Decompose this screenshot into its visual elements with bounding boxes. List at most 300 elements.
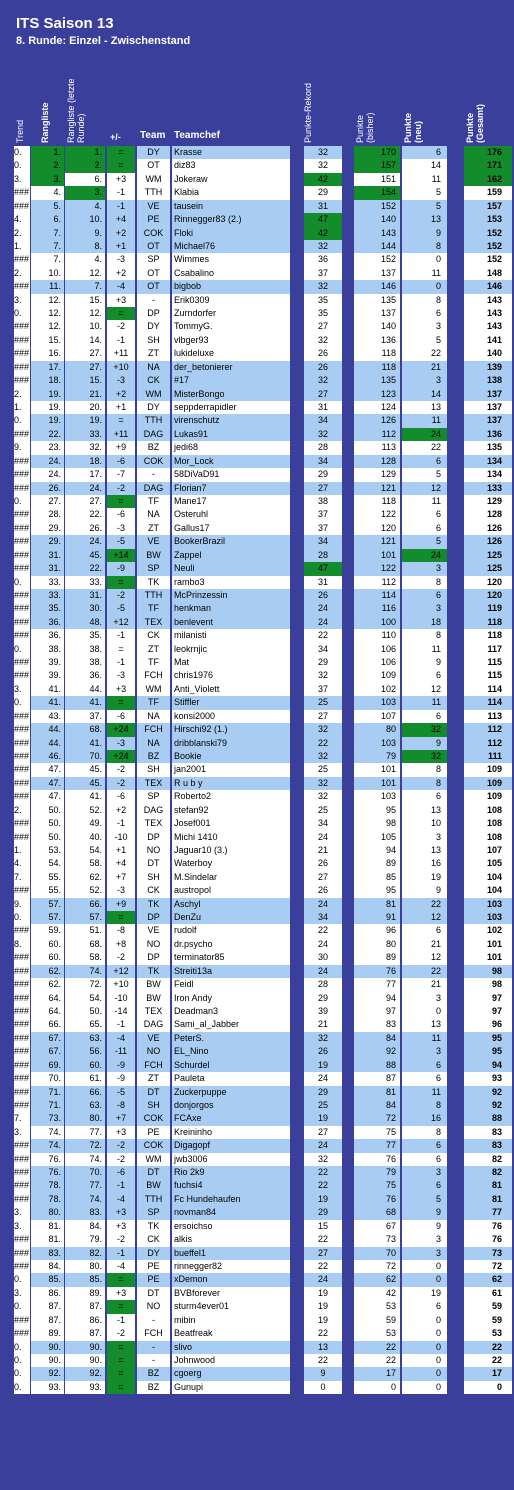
points-new-cell: 6 (402, 1179, 447, 1192)
trend-cell: ### (14, 508, 30, 521)
team-cell: VE (137, 535, 170, 548)
points-new-cell: 6 (402, 1300, 447, 1313)
points-previous-cell: 103 (354, 737, 400, 750)
table-row (14, 1314, 502, 1327)
points-new-cell: 8 (402, 629, 447, 642)
previous-rank-cell: 15. (65, 374, 105, 387)
previous-rank-cell: 10. (65, 320, 105, 333)
teamchef-cell: der_betonierer (172, 361, 290, 374)
points-total-cell: 88 (464, 1112, 512, 1125)
rank-change-cell: -1 (107, 1247, 135, 1260)
header-chef: Teamchef (174, 130, 220, 141)
points-record-cell: 36 (304, 253, 342, 266)
team-cell: BW (137, 549, 170, 562)
points-record-cell: 47 (304, 213, 342, 226)
points-new-cell: 21 (402, 978, 447, 991)
rank-cell: 16. (31, 347, 64, 360)
rank-change-cell: -3 (107, 737, 135, 750)
teamchef-cell: jedi68 (172, 441, 290, 454)
rank-change-cell: -9 (107, 562, 135, 575)
previous-rank-cell: 41. (65, 696, 105, 709)
points-total-cell: 76 (464, 1233, 512, 1246)
previous-rank-cell: 33. (65, 576, 105, 589)
points-previous-cell: 152 (354, 200, 400, 213)
team-cell: COK (137, 1112, 170, 1125)
previous-rank-cell: 40. (65, 831, 105, 844)
previous-rank-cell: 92. (65, 1367, 105, 1380)
rank-cell: 7. (31, 240, 64, 253)
rank-change-cell: = (107, 1381, 135, 1394)
team-cell: NO (137, 1045, 170, 1058)
rank-change-cell: +3 (107, 173, 135, 186)
rank-cell: 24. (31, 468, 64, 481)
rank-cell: 33. (31, 589, 64, 602)
team-cell: DAG (137, 428, 170, 441)
team-cell: TK (137, 576, 170, 589)
points-total-cell: 103 (464, 911, 512, 924)
points-previous-cell: 121 (354, 535, 400, 548)
points-previous-cell: 105 (354, 831, 400, 844)
previous-rank-cell: 74. (65, 1193, 105, 1206)
header-rank: Rangliste (40, 102, 50, 143)
rank-cell: 50. (31, 831, 64, 844)
trend-cell: ### (14, 1193, 30, 1206)
points-previous-cell: 154 (354, 186, 400, 199)
previous-rank-cell: 38. (65, 643, 105, 656)
team-cell: DT (137, 1287, 170, 1300)
rank-change-cell: -10 (107, 831, 135, 844)
table-row (14, 240, 502, 253)
points-new-cell: 11 (402, 414, 447, 427)
trend-cell: ### (14, 602, 30, 615)
points-record-cell: 19 (304, 1287, 342, 1300)
previous-rank-cell: 62. (65, 871, 105, 884)
team-cell: NA (137, 710, 170, 723)
rank-cell: 76. (31, 1153, 64, 1166)
team-cell: PE (137, 213, 170, 226)
previous-rank-cell: 37. (65, 710, 105, 723)
rank-cell: 71. (31, 1099, 64, 1112)
table-row (14, 361, 502, 374)
teamchef-cell: chris1976 (172, 669, 290, 682)
table-row (14, 1327, 502, 1340)
trend-cell: 3. (14, 294, 30, 307)
points-new-cell: 16 (402, 857, 447, 870)
teamchef-cell: McPrinzessin (172, 589, 290, 602)
rank-cell: 46. (31, 750, 64, 763)
points-new-cell: 9 (402, 227, 447, 240)
points-new-cell: 6 (402, 710, 447, 723)
points-previous-cell: 135 (354, 294, 400, 307)
rank-cell: 43. (31, 710, 64, 723)
points-total-cell: 112 (464, 723, 512, 736)
rank-cell: 41. (31, 683, 64, 696)
team-cell: BW (137, 1179, 170, 1192)
team-cell: SH (137, 1099, 170, 1112)
rank-cell: 92. (31, 1367, 64, 1380)
points-new-cell: 22 (402, 347, 447, 360)
previous-rank-cell: 21. (65, 388, 105, 401)
rank-cell: 36. (31, 629, 64, 642)
points-new-cell: 13 (402, 401, 447, 414)
points-previous-cell: 106 (354, 643, 400, 656)
points-new-cell: 3 (402, 1247, 447, 1260)
points-record-cell: 22 (304, 737, 342, 750)
points-record-cell: 15 (304, 1220, 342, 1233)
points-new-cell: 8 (402, 240, 447, 253)
points-total-cell: 0 (464, 1381, 512, 1394)
team-cell: TEX (137, 817, 170, 830)
table-row (14, 1032, 502, 1045)
previous-rank-cell: 63. (65, 1032, 105, 1045)
points-previous-cell: 22 (354, 1354, 400, 1367)
previous-rank-cell: 45. (65, 763, 105, 776)
trend-cell: 3. (14, 173, 30, 186)
previous-rank-cell: 22. (65, 508, 105, 521)
rank-change-cell: +2 (107, 388, 135, 401)
points-total-cell: 109 (464, 777, 512, 790)
points-previous-cell: 140 (354, 213, 400, 226)
rank-change-cell: = (107, 696, 135, 709)
points-new-cell: 5 (402, 535, 447, 548)
points-total-cell: 133 (464, 482, 512, 495)
previous-rank-cell: 1. (65, 146, 105, 159)
team-cell: FCH (137, 1059, 170, 1072)
points-new-cell: 11 (402, 1086, 447, 1099)
header-record: Punkte-Rekord (303, 82, 313, 143)
team-cell: DAG (137, 804, 170, 817)
rank-change-cell: = (107, 1273, 135, 1286)
rank-cell: 2. (31, 159, 64, 172)
table-row (14, 1072, 502, 1085)
points-previous-cell: 106 (354, 656, 400, 669)
points-total-cell: 109 (464, 790, 512, 803)
table-row (14, 884, 502, 897)
rank-cell: 70. (31, 1072, 64, 1085)
points-previous-cell: 75 (354, 1179, 400, 1192)
trend-cell: ### (14, 1247, 30, 1260)
points-total-cell: 109 (464, 763, 512, 776)
team-cell: BZ (137, 1367, 170, 1380)
points-previous-cell: 118 (354, 361, 400, 374)
rank-cell: 15. (31, 334, 64, 347)
points-previous-cell: 128 (354, 455, 400, 468)
previous-rank-cell: 70. (65, 1166, 105, 1179)
previous-rank-cell: 68. (65, 723, 105, 736)
trend-cell: 9. (14, 441, 30, 454)
points-record-cell: 29 (304, 1086, 342, 1099)
previous-rank-cell: 51. (65, 924, 105, 937)
teamchef-cell: terminator85 (172, 951, 290, 964)
team-cell: COK (137, 1139, 170, 1152)
trend-cell: ### (14, 1233, 30, 1246)
table-row (14, 1354, 502, 1367)
points-total-cell: 137 (464, 401, 512, 414)
points-new-cell: 19 (402, 871, 447, 884)
points-total-cell: 107 (464, 844, 512, 857)
trend-cell: ### (14, 428, 30, 441)
points-previous-cell: 146 (354, 280, 400, 293)
rank-cell: 31. (31, 562, 64, 575)
previous-rank-cell: 77. (65, 1126, 105, 1139)
points-total-cell: 81 (464, 1193, 512, 1206)
trend-cell: ### (14, 1086, 30, 1099)
table-row (14, 1273, 502, 1286)
trend-cell: ### (14, 951, 30, 964)
previous-rank-cell: 36. (65, 669, 105, 682)
points-total-cell: 59 (464, 1300, 512, 1313)
teamchef-cell: Anti_Violett (172, 683, 290, 696)
points-total-cell: 17 (464, 1367, 512, 1380)
points-record-cell: 28 (304, 549, 342, 562)
points-total-cell: 76 (464, 1220, 512, 1233)
points-new-cell: 8 (402, 1126, 447, 1139)
teamchef-cell: Rio 2k9 (172, 1166, 290, 1179)
points-total-cell: 72 (464, 1260, 512, 1273)
points-previous-cell: 98 (354, 817, 400, 830)
rank-cell: 35. (31, 602, 64, 615)
rank-change-cell: = (107, 643, 135, 656)
team-cell: BZ (137, 441, 170, 454)
trend-cell: 0. (14, 146, 30, 159)
points-new-cell: 21 (402, 361, 447, 374)
points-previous-cell: 79 (354, 1166, 400, 1179)
rank-cell: 90. (31, 1354, 64, 1367)
trend-cell: ### (14, 817, 30, 830)
table-row (14, 844, 502, 857)
points-total-cell: 97 (464, 1005, 512, 1018)
team-cell: BW (137, 978, 170, 991)
points-new-cell: 13 (402, 1018, 447, 1031)
points-new-cell: 3 (402, 831, 447, 844)
rank-change-cell: -14 (107, 1005, 135, 1018)
table-row (14, 1300, 502, 1313)
team-cell: SP (137, 1206, 170, 1219)
table-row (14, 414, 502, 427)
points-new-cell: 6 (402, 1153, 447, 1166)
trend-cell: 3. (14, 1220, 30, 1233)
rank-cell: 18. (31, 374, 64, 387)
points-total-cell: 118 (464, 629, 512, 642)
trend-cell: ### (14, 750, 30, 763)
rank-cell: 3. (31, 173, 64, 186)
rank-cell: 10. (31, 267, 64, 280)
points-record-cell: 26 (304, 347, 342, 360)
table-row (14, 817, 502, 830)
team-cell: OT (137, 280, 170, 293)
points-previous-cell: 72 (354, 1112, 400, 1125)
rank-cell: 50. (31, 804, 64, 817)
points-previous-cell: 107 (354, 710, 400, 723)
team-cell: DP (137, 951, 170, 964)
team-cell: TF (137, 696, 170, 709)
rank-cell: 64. (31, 992, 64, 1005)
previous-rank-cell: 20. (65, 401, 105, 414)
points-total-cell: 162 (464, 173, 512, 186)
points-record-cell: 32 (304, 334, 342, 347)
table-row (14, 924, 502, 937)
points-new-cell: 3 (402, 320, 447, 333)
team-cell: ZT (137, 522, 170, 535)
trend-cell: ### (14, 562, 30, 575)
rank-change-cell: = (107, 307, 135, 320)
points-total-cell: 176 (464, 146, 512, 159)
team-cell: TTH (137, 186, 170, 199)
rank-change-cell: +8 (107, 938, 135, 951)
team-cell: PE (137, 1126, 170, 1139)
teamchef-cell: Michi 1410 (172, 831, 290, 844)
teamchef-cell: stefan92 (172, 804, 290, 817)
teamchef-cell: Digagopf (172, 1139, 290, 1152)
table-row (14, 1220, 502, 1233)
table-row (14, 1139, 502, 1152)
rank-change-cell: -3 (107, 669, 135, 682)
teamchef-cell: benlevent (172, 616, 290, 629)
table-row (14, 267, 502, 280)
trend-cell: ### (14, 1260, 30, 1273)
rank-cell: 5. (31, 200, 64, 213)
points-new-cell: 0 (402, 1314, 447, 1327)
points-total-cell: 104 (464, 871, 512, 884)
points-new-cell: 9 (402, 1220, 447, 1233)
points-new-cell: 11 (402, 495, 447, 508)
trend-cell: ### (14, 884, 30, 897)
rank-change-cell: +10 (107, 978, 135, 991)
team-cell: BZ (137, 750, 170, 763)
points-record-cell: 32 (304, 1153, 342, 1166)
points-record-cell: 29 (304, 1206, 342, 1219)
rank-change-cell: = (107, 1354, 135, 1367)
teamchef-cell: Pauleta (172, 1072, 290, 1085)
previous-rank-cell: 72. (65, 978, 105, 991)
trend-cell: 0. (14, 1381, 30, 1394)
table-row (14, 1153, 502, 1166)
teamchef-cell: Osteruhl (172, 508, 290, 521)
trend-cell: 0. (14, 1300, 30, 1313)
table-row (14, 616, 502, 629)
teamchef-cell: BVBforever (172, 1287, 290, 1300)
points-record-cell: 25 (304, 763, 342, 776)
table-row (14, 213, 502, 226)
teamchef-cell: jan2001 (172, 763, 290, 776)
points-previous-cell: 103 (354, 790, 400, 803)
team-cell: NA (137, 737, 170, 750)
trend-cell: ### (14, 1059, 30, 1072)
trend-cell: 3. (14, 1206, 30, 1219)
points-previous-cell: 140 (354, 320, 400, 333)
points-new-cell: 3 (402, 562, 447, 575)
table-row (14, 374, 502, 387)
trend-cell: ### (14, 589, 30, 602)
teamchef-cell: rambo3 (172, 576, 290, 589)
rank-change-cell: +3 (107, 683, 135, 696)
points-new-cell: 8 (402, 294, 447, 307)
rank-cell: 76. (31, 1166, 64, 1179)
rank-cell: 93. (31, 1381, 64, 1394)
table-row (14, 441, 502, 454)
points-previous-cell: 92 (354, 1045, 400, 1058)
rank-change-cell: -2 (107, 1327, 135, 1340)
points-record-cell: 31 (304, 401, 342, 414)
rank-change-cell: +7 (107, 1112, 135, 1125)
rank-cell: 62. (31, 978, 64, 991)
team-cell: SH (137, 871, 170, 884)
points-record-cell: 24 (304, 1273, 342, 1286)
previous-rank-cell: 90. (65, 1341, 105, 1354)
points-total-cell: 22 (464, 1354, 512, 1367)
points-previous-cell: 88 (354, 1059, 400, 1072)
rank-cell: 55. (31, 884, 64, 897)
points-new-cell: 6 (402, 669, 447, 682)
teamchef-cell: Gallus17 (172, 522, 290, 535)
rank-cell: 59. (31, 924, 64, 937)
points-previous-cell: 81 (354, 898, 400, 911)
rank-change-cell: -1 (107, 817, 135, 830)
teamchef-cell: MisterBongo (172, 388, 290, 401)
rank-change-cell: +2 (107, 267, 135, 280)
points-record-cell: 22 (304, 1233, 342, 1246)
table-row (14, 643, 502, 656)
points-new-cell: 0 (402, 1327, 447, 1340)
header-team: Team (140, 130, 166, 141)
points-record-cell: 34 (304, 643, 342, 656)
trend-cell: ### (14, 320, 30, 333)
team-cell: DP (137, 307, 170, 320)
points-new-cell: 21 (402, 938, 447, 951)
points-previous-cell: 102 (354, 683, 400, 696)
trend-cell: ### (14, 1153, 30, 1166)
points-record-cell: 27 (304, 1126, 342, 1139)
points-record-cell: 37 (304, 683, 342, 696)
trend-cell: 7. (14, 1112, 30, 1125)
teamchef-cell: Streiti13a (172, 965, 290, 978)
teamchef-cell: Jaguar10 (3.) (172, 844, 290, 857)
trend-cell: 4. (14, 213, 30, 226)
points-total-cell: 108 (464, 831, 512, 844)
rank-cell: 87. (31, 1300, 64, 1313)
points-previous-cell: 116 (354, 602, 400, 615)
points-new-cell: 3 (402, 602, 447, 615)
table-row (14, 911, 502, 924)
previous-rank-cell: 45. (65, 777, 105, 790)
trend-cell: 0. (14, 1354, 30, 1367)
points-new-cell: 5 (402, 468, 447, 481)
teamchef-cell: fuchsi4 (172, 1179, 290, 1192)
previous-rank-cell: 50. (65, 1005, 105, 1018)
points-total-cell: 126 (464, 522, 512, 535)
teamchef-cell: Zuckerpuppe (172, 1086, 290, 1099)
points-new-cell: 8 (402, 1099, 447, 1112)
points-record-cell: 22 (304, 1179, 342, 1192)
trend-cell: ### (14, 763, 30, 776)
teamchef-cell: milanisti (172, 629, 290, 642)
team-cell: DT (137, 1086, 170, 1099)
points-new-cell: 0 (402, 1354, 447, 1367)
trend-cell: ### (14, 186, 30, 199)
rank-cell: 26. (31, 482, 64, 495)
points-new-cell: 5 (402, 1193, 447, 1206)
points-total-cell: 148 (464, 267, 512, 280)
trend-cell: ### (14, 1099, 30, 1112)
previous-rank-cell: 79. (65, 1233, 105, 1246)
points-previous-cell: 53 (354, 1300, 400, 1313)
teamchef-cell: dr.psycho (172, 938, 290, 951)
points-record-cell: 24 (304, 938, 342, 951)
rank-cell: 41. (31, 696, 64, 709)
points-record-cell: 25 (304, 1099, 342, 1112)
points-total-cell: 171 (464, 159, 512, 172)
points-total-cell: 136 (464, 428, 512, 441)
